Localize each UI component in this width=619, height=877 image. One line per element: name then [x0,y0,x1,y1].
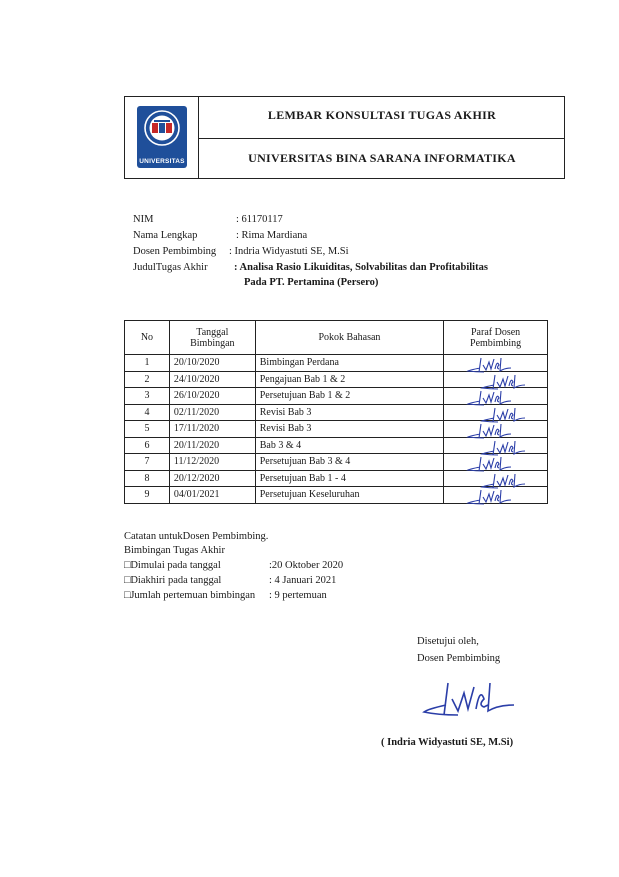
meeting-count-label: □Jumlah pertemuan bimbingan [124,590,256,601]
row-number: 8 [125,470,170,487]
table-row [125,487,548,504]
row-topic: Revisi Bab 3 [255,404,443,421]
advisor-signature [418,675,518,723]
consultation-table [124,320,548,504]
row-signature-cell [444,404,548,421]
row-date: 20/12/2020 [169,470,255,487]
row-signature-cell [444,437,548,454]
row-date: 20/10/2020 [169,355,255,372]
column-header-no: No [125,321,170,355]
advisor-role-label: Dosen Pembimbing [417,653,501,664]
row-topic: Persetujuan Bab 1 & 2 [255,388,443,405]
nim-value: : 61170117 [236,214,283,225]
thesis-title-line-1: : Analisa Rasio Likuiditas, Solvabilitas dan Profitabilitas [234,262,488,273]
university-name: UNIVERSITAS BINA SARANA INFORMATIKA [248,151,516,165]
row-topic: Revisi Bab 3 [255,421,443,438]
table-row [125,355,548,372]
table-row [125,437,548,454]
advisor-label: Dosen Pembimbing [133,246,217,257]
advisor-signer-name: ( Indria Widyastuti SE, M.Si) [381,737,514,748]
table-row [125,470,548,487]
name-value: : Rima Mardiana [236,230,308,241]
row-topic: Persetujuan Bab 1 - 4 [255,470,443,487]
row-signature-cell [444,371,548,388]
row-date: 24/10/2020 [169,371,255,388]
row-signature-cell [444,470,548,487]
notes-heading: Catatan untukDosen Pembimbing. [124,531,269,542]
row-signature-cell [444,487,548,504]
header-divider [199,138,565,139]
table-header-row [125,321,548,355]
row-signature-cell [444,421,548,438]
university-logo [137,106,187,168]
thesis-title-line-2: Pada PT. Pertamina (Persero) [244,277,379,288]
advisor-value: : Indria Widyastuti SE, M.Si [229,246,349,257]
start-date-value: :20 Oktober 2020 [269,560,344,571]
document-header [124,96,565,179]
document-title: LEMBAR KONSULTASI TUGAS AKHIR [267,108,497,122]
row-date: 04/01/2021 [169,487,255,504]
row-signature-cell [444,454,548,471]
row-topic: Bab 3 & 4 [255,437,443,454]
column-header-date: Tanggal Bimbingan [169,321,255,355]
row-topic: Pengajuan Bab 1 & 2 [255,371,443,388]
row-number: 4 [125,404,170,421]
row-number: 1 [125,355,170,372]
meeting-count-value: : 9 pertemuan [269,590,327,601]
row-topic: Persetujuan Keseluruhan [255,487,443,504]
row-date: 11/12/2020 [169,454,255,471]
row-number: 7 [125,454,170,471]
row-number: 5 [125,421,170,438]
row-number: 6 [125,437,170,454]
row-signature-cell [444,388,548,405]
university-emblem-icon [137,106,187,156]
row-number: 9 [125,487,170,504]
name-label: Nama Lengkap [133,230,198,241]
row-date: 17/11/2020 [169,421,255,438]
row-topic: Bimbingan Perdana [255,355,443,372]
row-date: 20/11/2020 [169,437,255,454]
row-signature [466,488,512,506]
logo-caption: UNIVERSITAS [139,158,185,165]
table-row [125,404,548,421]
notes-subheading: Bimbingan Tugas Akhir [124,545,225,556]
table-row [125,371,548,388]
row-date: 02/11/2020 [169,404,255,421]
column-header-signature: Paraf Dosen Pembimbing [444,321,548,355]
end-date-value: : 4 Januari 2021 [269,575,337,586]
row-date: 26/10/2020 [169,388,255,405]
table-row [125,454,548,471]
table-row [125,421,548,438]
row-topic: Persetujuan Bab 3 & 4 [255,454,443,471]
start-date-label: □Dimulai pada tanggal [124,560,221,571]
logo-cell [125,97,199,178]
end-date-label: □Diakhiri pada tanggal [124,575,222,586]
approved-by-label: Disetujui oleh, [417,636,479,647]
nim-label: NIM [133,214,154,225]
row-number: 3 [125,388,170,405]
thesis-label: JudulTugas Akhir [133,262,208,273]
column-header-topic: Pokok Bahasan [255,321,443,355]
row-number: 2 [125,371,170,388]
row-signature-cell [444,355,548,372]
table-row [125,388,548,405]
